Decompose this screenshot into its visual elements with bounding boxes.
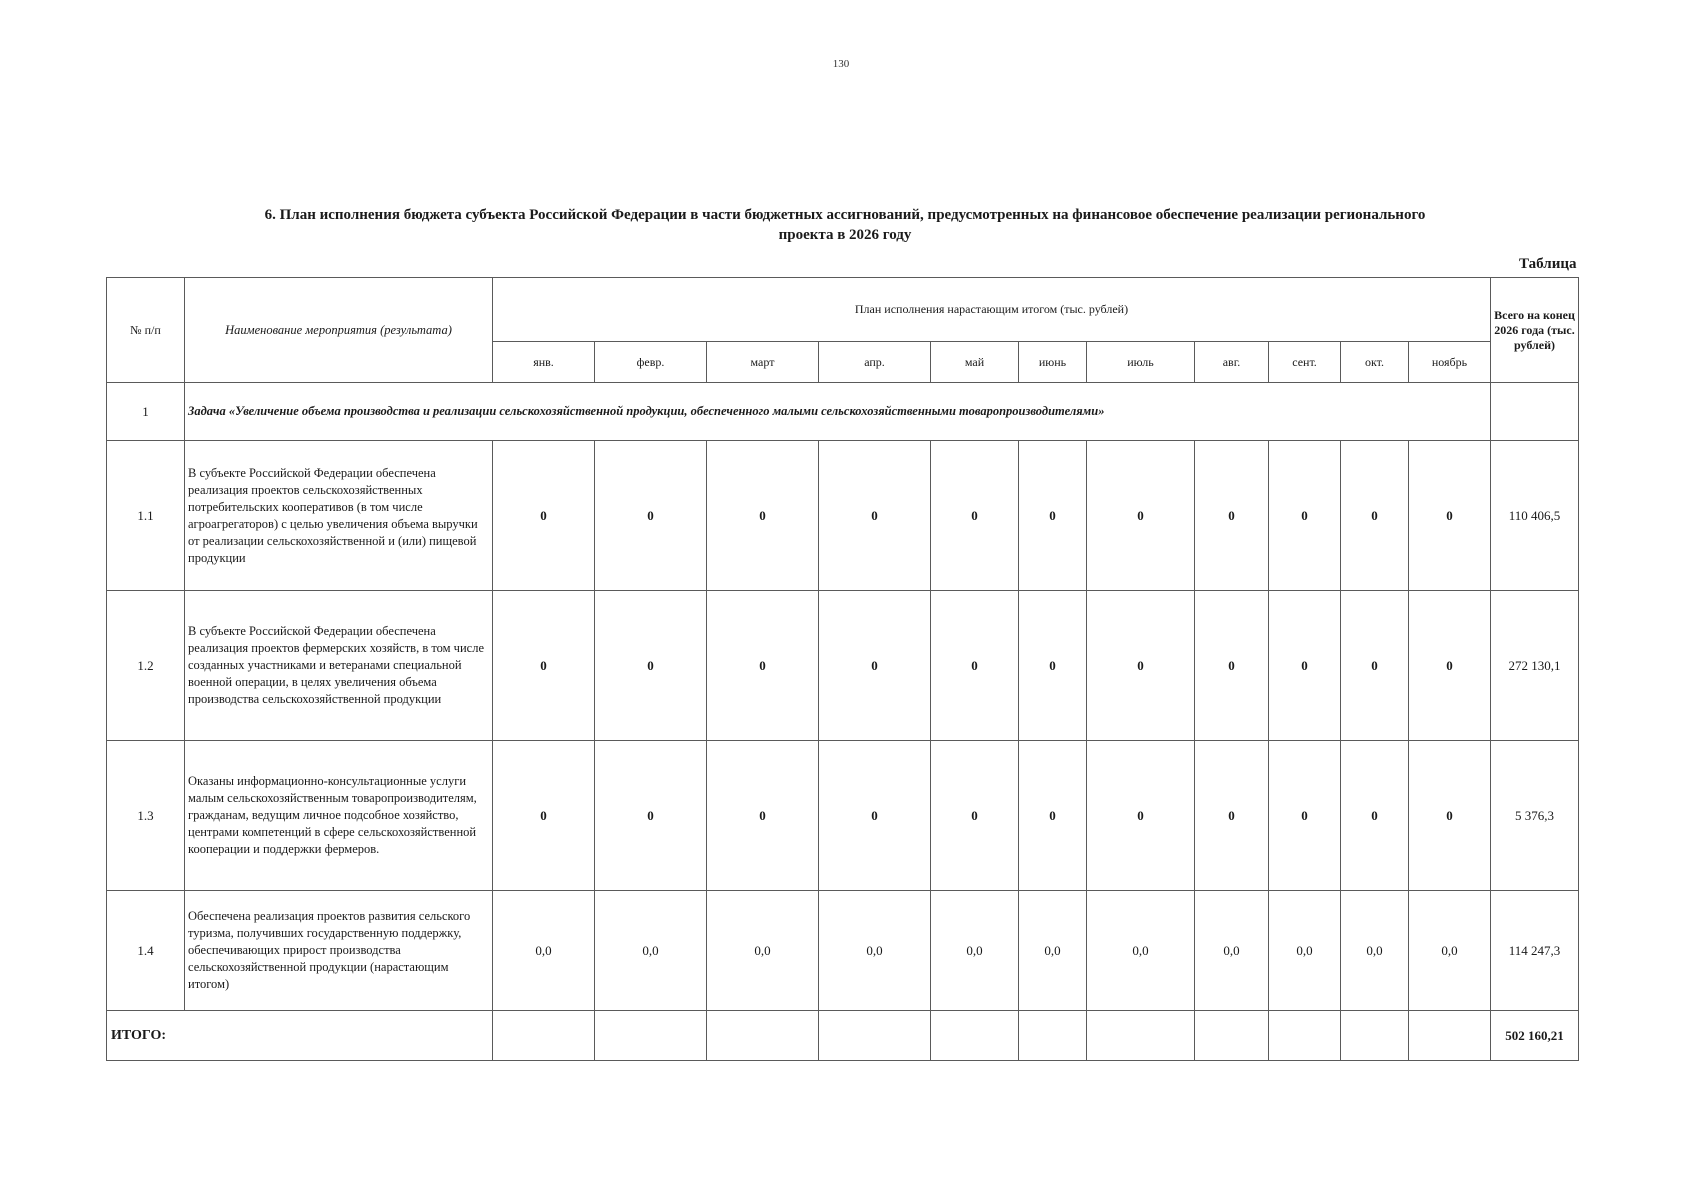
month-header: март — [707, 342, 819, 383]
row-value: 0,0 — [1087, 891, 1195, 1011]
row-name: В субъекте Российской Федерации обеспечена реализация проектов сельскохозяйственных потребительских кооперативов (в том числе агроагрегаторов) с целью увеличения объема выручки от реализации сельскохозяйственной и (или) пищевой продукции — [185, 441, 493, 591]
month-header: авг. — [1195, 342, 1269, 383]
row-value: 0,0 — [931, 891, 1019, 1011]
row-value: 0 — [819, 591, 931, 741]
title-line-1: 6. План исполнения бюджета субъекта Российской Федерации в части бюджетных ассигнований, предусмотренных на финансовое обеспечение реализации регионального — [264, 207, 1426, 223]
row-total: 272 130,1 — [1491, 591, 1579, 741]
row-value: 0 — [595, 441, 707, 591]
row-value: 0 — [1269, 591, 1341, 741]
row-value: 0 — [493, 441, 595, 591]
row-total: 114 247,3 — [1491, 891, 1579, 1011]
month-header: май — [931, 342, 1019, 383]
month-header: сент. — [1269, 342, 1341, 383]
row-value: 0 — [707, 741, 819, 891]
month-header: ноябрь — [1409, 342, 1491, 383]
row-value: 0 — [1195, 741, 1269, 891]
row-value: 0,0 — [1195, 891, 1269, 1011]
header-total: Всего на конец 2026 года (тыс. рублей) — [1491, 278, 1579, 383]
total-empty-cell — [595, 1011, 707, 1061]
row-value: 0 — [1019, 591, 1087, 741]
row-name: Оказаны информационно-консультационные услуги малым сельскохозяйственным товаропроизводителям, гражданам, ведущим личное подсобное хозяйство, центрами компетенций в сфере сельскохозяйственной кооперации и поддержки фермеров. — [185, 741, 493, 891]
total-value: 502 160,21 — [1491, 1011, 1579, 1061]
row-value: 0 — [1087, 741, 1195, 891]
row-value: 0 — [1087, 591, 1195, 741]
row-number: 1.2 — [107, 591, 185, 741]
row-value: 0 — [1269, 441, 1341, 591]
row-value: 0,0 — [1269, 891, 1341, 1011]
total-empty-cell — [1269, 1011, 1341, 1061]
row-value: 0 — [931, 741, 1019, 891]
row-value: 0 — [707, 441, 819, 591]
row-value: 0 — [1019, 441, 1087, 591]
task-text: Задача «Увеличение объема производства и реализации сельскохозяйственной продукции, обеспеченного малыми сельскохозяйственными товаропроизводителями» — [185, 383, 1491, 441]
table-caption: Таблица — [107, 252, 1579, 278]
month-header: февр. — [595, 342, 707, 383]
page-number: 130 — [832, 58, 850, 70]
total-empty-cell — [1019, 1011, 1087, 1061]
row-name: В субъекте Российской Федерации обеспечена реализация проектов фермерских хозяйств, в том числе созданных участниками и ветеранами специальной военной операции, в целях увеличения объема производства сельскохозяйственной продукции — [185, 591, 493, 741]
row-value: 0 — [1269, 741, 1341, 891]
row-value: 0 — [707, 591, 819, 741]
row-value: 0,0 — [1409, 891, 1491, 1011]
row-value: 0,0 — [1019, 891, 1087, 1011]
total-empty-cell — [931, 1011, 1019, 1061]
row-value: 0 — [1409, 591, 1491, 741]
total-empty-cell — [819, 1011, 931, 1061]
row-value: 0 — [1195, 591, 1269, 741]
row-value: 0 — [1341, 591, 1409, 741]
row-value: 0,0 — [595, 891, 707, 1011]
row-total: 110 406,5 — [1491, 441, 1579, 591]
total-label: ИТОГО: — [107, 1011, 493, 1061]
total-empty-cell — [1195, 1011, 1269, 1061]
row-number: 1.3 — [107, 741, 185, 891]
row-value: 0 — [1409, 441, 1491, 591]
row-value: 0 — [1409, 741, 1491, 891]
row-number: 1.1 — [107, 441, 185, 591]
row-number: 1.4 — [107, 891, 185, 1011]
total-empty-cell — [707, 1011, 819, 1061]
row-total: 5 376,3 — [1491, 741, 1579, 891]
total-empty-cell — [1341, 1011, 1409, 1061]
table-row — [107, 591, 1579, 741]
row-value: 0 — [1019, 741, 1087, 891]
row-value: 0 — [493, 741, 595, 891]
budget-table — [106, 252, 1579, 1061]
month-header: июнь — [1019, 342, 1087, 383]
row-value: 0 — [595, 741, 707, 891]
row-value: 0 — [1341, 741, 1409, 891]
header-plan: План исполнения нарастающим итогом (тыс. рублей) — [493, 278, 1491, 342]
row-value: 0 — [931, 441, 1019, 591]
document-title — [160, 205, 1530, 245]
row-value: 0 — [931, 591, 1019, 741]
task-number: 1 — [107, 383, 185, 441]
total-empty-cell — [1409, 1011, 1491, 1061]
table-row — [107, 441, 1579, 591]
row-value: 0,0 — [819, 891, 931, 1011]
row-value: 0 — [819, 441, 931, 591]
total-empty-cell — [493, 1011, 595, 1061]
row-value: 0,0 — [493, 891, 595, 1011]
month-header: апр. — [819, 342, 931, 383]
row-name: Обеспечена реализация проектов развития сельского туризма, получивших государственную поддержку, обеспечивающих прирост производства сельскохозяйственной продукции (нарастающим итогом) — [185, 891, 493, 1011]
row-value: 0 — [1341, 441, 1409, 591]
title-line-2: проекта в 2026 году — [778, 227, 912, 243]
row-value: 0 — [1195, 441, 1269, 591]
month-header: июль — [1087, 342, 1195, 383]
row-value: 0 — [1087, 441, 1195, 591]
table-row — [107, 891, 1579, 1011]
row-value: 0 — [819, 741, 931, 891]
row-value: 0,0 — [707, 891, 819, 1011]
month-header: янв. — [493, 342, 595, 383]
month-header: окт. — [1341, 342, 1409, 383]
header-number: № п/п — [107, 278, 185, 383]
table-row — [107, 741, 1579, 891]
row-value: 0 — [493, 591, 595, 741]
row-value: 0 — [595, 591, 707, 741]
total-empty-cell — [1087, 1011, 1195, 1061]
task-total-cell — [1491, 383, 1579, 441]
row-value: 0,0 — [1341, 891, 1409, 1011]
header-name: Наименование мероприятия (результата) — [185, 278, 493, 383]
